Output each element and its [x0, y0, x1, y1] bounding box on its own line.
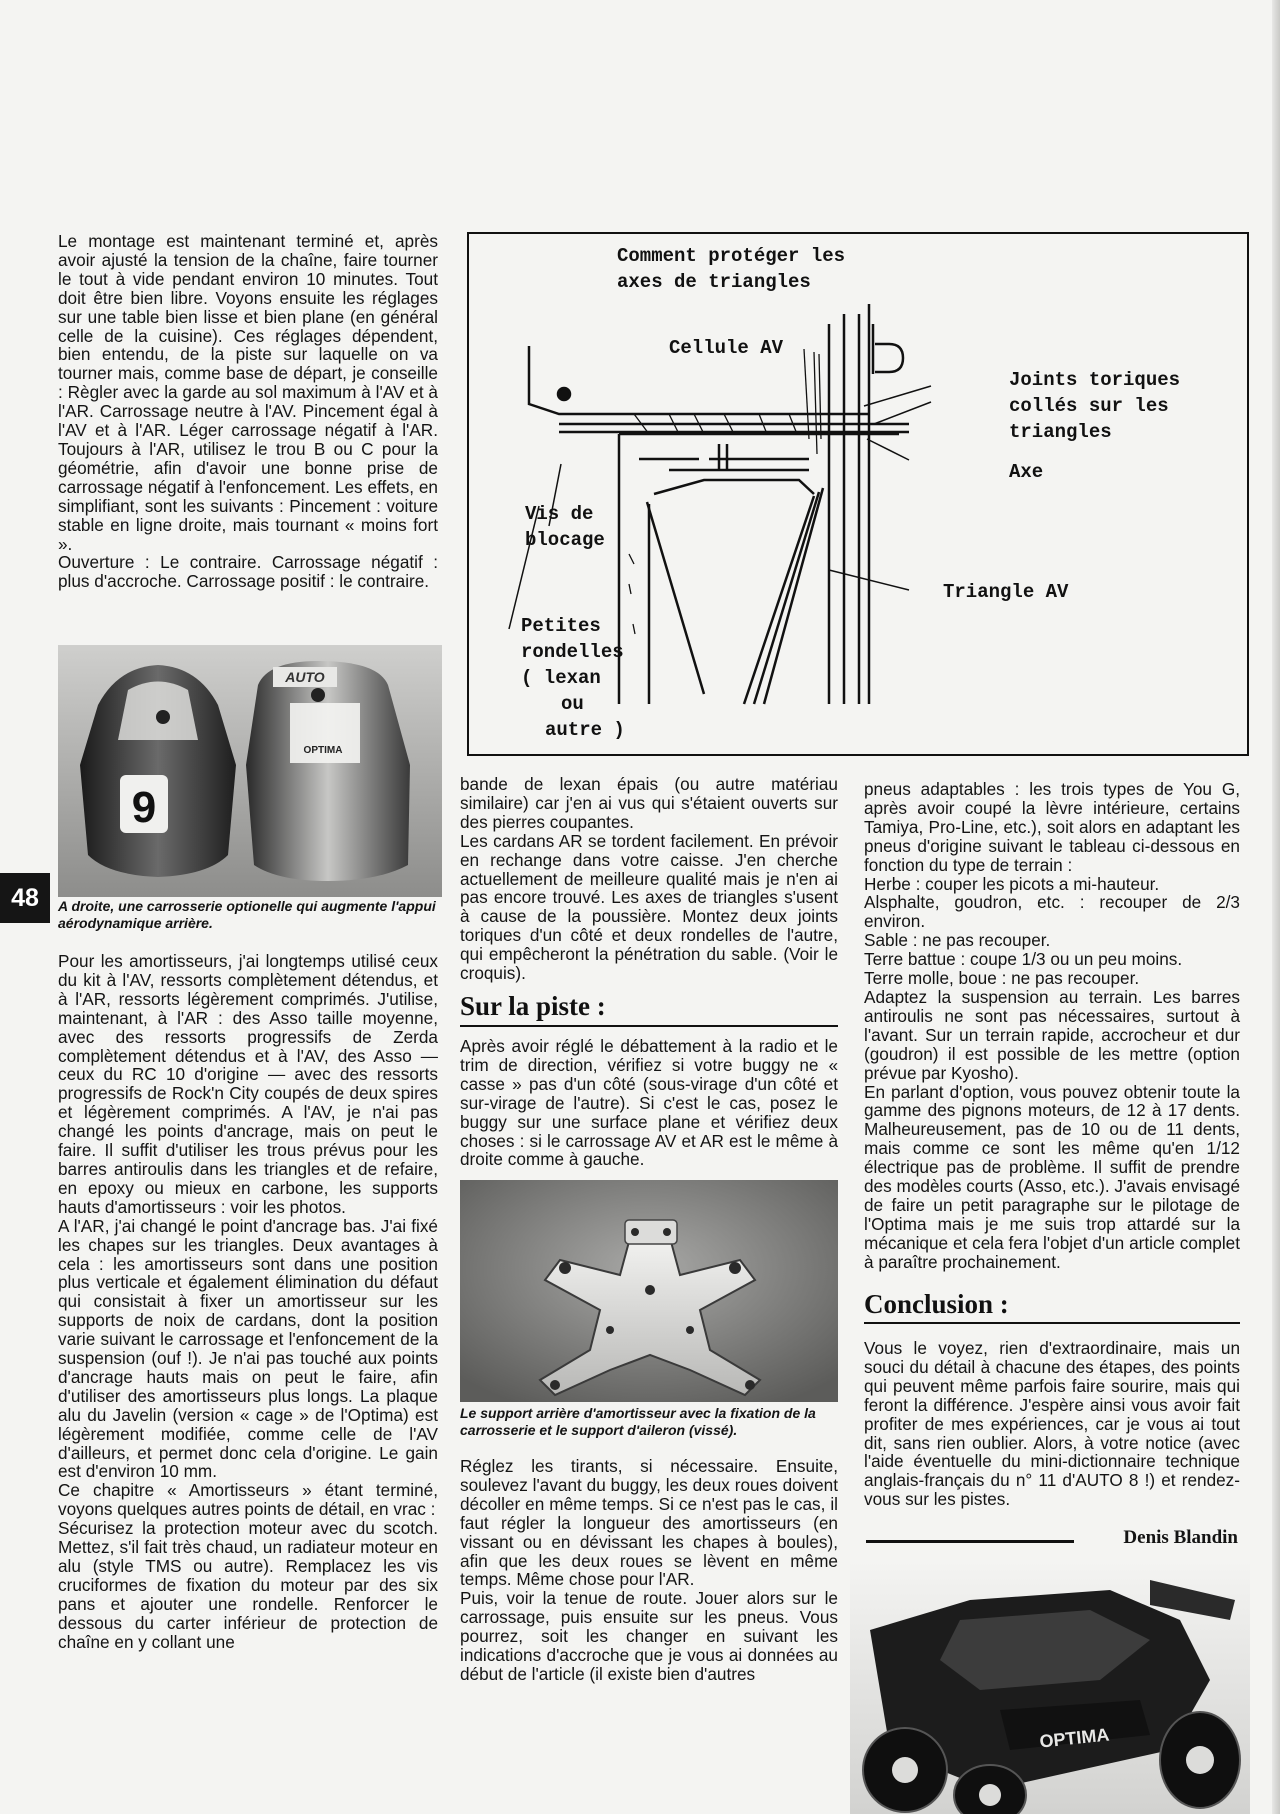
signature-rule	[866, 1540, 1074, 1543]
paragraph: Pour les amortisseurs, j'ai longtemps utilisé ceux du kit à l'AV, ressorts complètement détendus, et à l'AR, ressorts légèrement comprimés. J'utilise, maintenant, à l'AR : des Asso taille moyenne, avec des ressorts progressifs de Zerda complètement détendus et à l'AV, des Asso — ceux du RC 10 d'origine — avec des ressorts progressifs de Rock'n City coupés de deux spires et légèrement comprimés. A l'AV, je n'ai pas changé les points d'ancrage, mais on peut le faire. Il suffit d'utiliser les trous prévus pour les barres antiroulis dans les triangles et de refaire, en epoxy ou mieux en carbone, les supports hauts d'amortisseurs : voir les photos.	[58, 951, 438, 1217]
buggy-image	[850, 1560, 1250, 1814]
paragraph: Les cardans AR se tordent facilement. En prévoir en rechange dans votre caisse. J'en cherche actuellement de meilleure qualité mais je n'en ai pas encore trouvé. Les axes de triangles s'usent à cause de la poussière. Montez deux joints toriques d'un côté et deux rondelles de l'autre, qui empêcheront la pénétration du sable. (Voir le croquis).	[460, 830, 838, 984]
heading-conclusion: Conclusion :	[864, 1289, 1009, 1319]
label-joints-1: Joints toriques	[1009, 369, 1181, 391]
label-vis-2: blocage	[525, 529, 605, 551]
heading-rule	[864, 1322, 1240, 1324]
paragraph: Réglez les tirants, si nécessaire. Ensuite, soulevez l'avant du buggy, les deux roues doivent décoller en même temps. Si ce n'est pas le cas, il faut régler la longueur des amortisseurs (en vissant ou en dévissant les chapes à boules), afin que les deux roues se lèvent en même temps. Même chose pour l'AR.	[460, 1456, 838, 1590]
paragraph: Adaptez la suspension au terrain. Les barres antiroulis ne sont pas nécessaires, surtout à l'avant. Sur un terrain rapide, accrocheur et dur (goudron) il est possible de les mettre (option prévue par Kyosho).	[864, 986, 1240, 1083]
paragraph: Ouverture : Le contraire. Carrossage négatif : plus d'accroche. Carrossage positif : le contraire.	[58, 552, 438, 592]
paragraph: Sécurisez la protection moteur avec du scotch. Mettez, s'il fait très chaud, un radiateur moteur en alu (style TMS ou autre). Remplacez les vis cruciformes de fixation du moteur par des six pans et ajouter une rondelle. Renforcer le dessous du carter inférieur de protection de chaîne en y collant une	[58, 1518, 438, 1652]
column-1-text	[58, 232, 438, 591]
label-axe: Axe	[1009, 461, 1044, 483]
triangle-axis-diagram	[467, 232, 1249, 756]
heading-sur-la-piste: Sur la piste :	[460, 991, 606, 1021]
shock-support-photo	[460, 1180, 838, 1402]
column-3b-text	[864, 1339, 1240, 1509]
paragraph: Terre battue : coupe 1/3 ou un peu moins.	[864, 949, 1183, 970]
label-rondelles-3: ( lexan	[521, 667, 601, 689]
car-bodies-photo	[58, 645, 442, 897]
paragraph: Puis, voir la tenue de route. Jouer alors sur le carrossage, puis ensuite sur les pneus. Vous pourrez, soit les changer en suivant les indications d'accroche que je vous ai données au début de l'article (il existe bien d'autres	[460, 1588, 838, 1684]
paragraph: Vous le voyez, rien d'extraordinaire, mais un souci du détail à chacune des étapes, des points qui peuvent même parfois faire sourire, mais qui feront la différence. J'espère ainsi vous avoir fait profiter de mes expériences, car je vous ai tout dit, sans rien oublier. Alors, à votre notice (avec l'aide éventuelle du mini-dictionnaire technique anglais-français du n° 11 d'AUTO 8 !) et rendez-vous sur les pistes.	[864, 1338, 1240, 1510]
page-edge	[1272, 0, 1280, 1814]
paragraph: pneus adaptables : les trois types de You G, après avoir coupé la lèvre intérieure, certains Tamiya, Pro-Line, etc.), soit alors en adaptant les pneus d'origine suivant le tableau ci-dessous en fonction du type de terrain :	[864, 779, 1240, 875]
brand-text: OPTIMA	[303, 745, 343, 756]
page-number-tab: 48	[0, 873, 50, 923]
column-1b-text	[58, 952, 438, 1652]
label-rondelles-5: autre )	[545, 719, 625, 741]
diagram-title-line1: Comment protéger les	[617, 245, 846, 267]
caption-shock-support: Le support arrière d'amortisseur avec la fixation de la carrosserie et le support d'aileron (vissé).	[460, 1405, 816, 1438]
paragraph: Terre molle, boue : ne pas recouper.	[864, 968, 1140, 989]
car-bodies-image	[58, 645, 442, 897]
column-2c-text	[460, 1457, 838, 1684]
label-cellule: Cellule AV	[669, 337, 784, 359]
author-signature: Denis Blandin	[1123, 1527, 1238, 1548]
buggy-photo	[850, 1560, 1250, 1814]
paragraph: Après avoir réglé le débattement à la radio et le trim de direction, vérifiez si votre buggy ne « casse » pas d'un côté (sous-virage d'un côté et sur-virage de l'autre). Si c'est le cas, posez le buggy sur une surface plane et vérifiez deux choses : si le carrossage AV et AR est le même à droite comme à gauche.	[460, 1036, 838, 1170]
label-joints-2: collés sur les	[1009, 395, 1169, 417]
paragraph: bande de lexan épais (ou autre matériau similaire) car j'en ai vus qui s'étaient ouverts sur des pierres coupantes.	[460, 774, 838, 832]
diagram-title-line2: axes de triangles	[617, 271, 811, 293]
paragraph: Herbe : couper les picots a mi-hauteur.	[864, 873, 1160, 894]
paragraph: Le montage est maintenant terminé et, après avoir ajusté la tension de la chaîne, faire tourner le tout à vide pendant environ 10 minutes. Tout doit être bien libre. Voyons ensuite les réglages sur une table bien lisse et bien plane (en général celle de la cuisine). Ces réglages dépendent, bien entendu, de la piste sur laquelle on va tourner mais, comme base de départ, je conseille : Règler avec la garde au sol maximum à l'AV et à l'AR. Carrossage neutre à l'AV. Pincement égal à l'AV et à l'AR. Léger carrossage négatif à l'AR. Toujours à l'AR, utilisez le trou B ou C pour la géométrie, afin d'avoir une bonne prise de carrossage négatif à l'enfoncement. Les effets, en simplifiant, sont les suivants : Pincement : voiture stable en ligne droite, mais tournant « moins fort ».	[58, 231, 438, 554]
paragraph: A l'AR, j'ai changé le point d'ancrage bas. J'ai fixé les chapes sur les triangles. Deux avantages à cela : les amortisseurs sont dans une position plus verticale et également élimination du défaut qui consistait à fixer un amortisseur sur les supports de noix de cardans, dont la position varie suivant le carrossage et l'enfoncement de la suspension (ouf !). Je n'ai pas touché aux points d'ancrage hauts mais on peut le faire, afin d'utiliser des amortisseurs plus longs. La plaque alu du Javelin (version « cage » de l'Optima) est légèrement modifiée, comme celle de l'AV d'ailleurs, et permet donc cela d'origine. Le gain est d'environ 10 mm.	[58, 1215, 438, 1482]
paragraph: En parlant d'option, vous pouvez obtenir toute la gamme des pignons moteurs, de 12 à 17 dents. Malheureusement, pas de 10 ou de 11 dents, mais comme ce sont les même qu'en 1/12 électrique pas de problème. Il suffit de prendre des modèles courts (Asso, etc.). J'avais envisagé de faire un petit paragraphe sur le pilotage de l'Optima mais je me suis trop attardé sur la mécanique et cela fera l'objet d'un article complet à paraître prochainement.	[864, 1081, 1240, 1272]
heading-rule	[460, 1025, 838, 1027]
paragraph: Alsphalte, goudron, etc. : recouper de 2/3 environ.	[864, 892, 1240, 932]
label-triangle: Triangle AV	[943, 581, 1069, 603]
column-2b-text	[460, 1037, 838, 1169]
car-number-text: 9	[131, 783, 157, 832]
label-rondelles-1: Petites	[521, 615, 601, 637]
paragraph: Sable : ne pas recouper.	[864, 930, 1051, 951]
column-2-text	[460, 775, 838, 983]
caption-car-bodies: A droite, une carrosserie optionelle qui augmente l'appui aérodynamique arrière.	[58, 898, 436, 931]
label-vis-1: Vis de	[525, 503, 594, 525]
label-rondelles-4: ou	[561, 693, 584, 715]
auto-badge-text: AUTO	[285, 669, 325, 685]
paragraph: Ce chapitre « Amortisseurs » étant terminé, voyons quelques autres points de détail, en vrac :	[58, 1480, 438, 1520]
label-rondelles-2: rondelles	[521, 641, 624, 663]
buggy-brand-text: OPTIMA	[1038, 1724, 1111, 1752]
label-joints-3: triangles	[1009, 421, 1112, 443]
column-3-text	[864, 780, 1240, 1272]
shock-support-image	[460, 1180, 838, 1402]
